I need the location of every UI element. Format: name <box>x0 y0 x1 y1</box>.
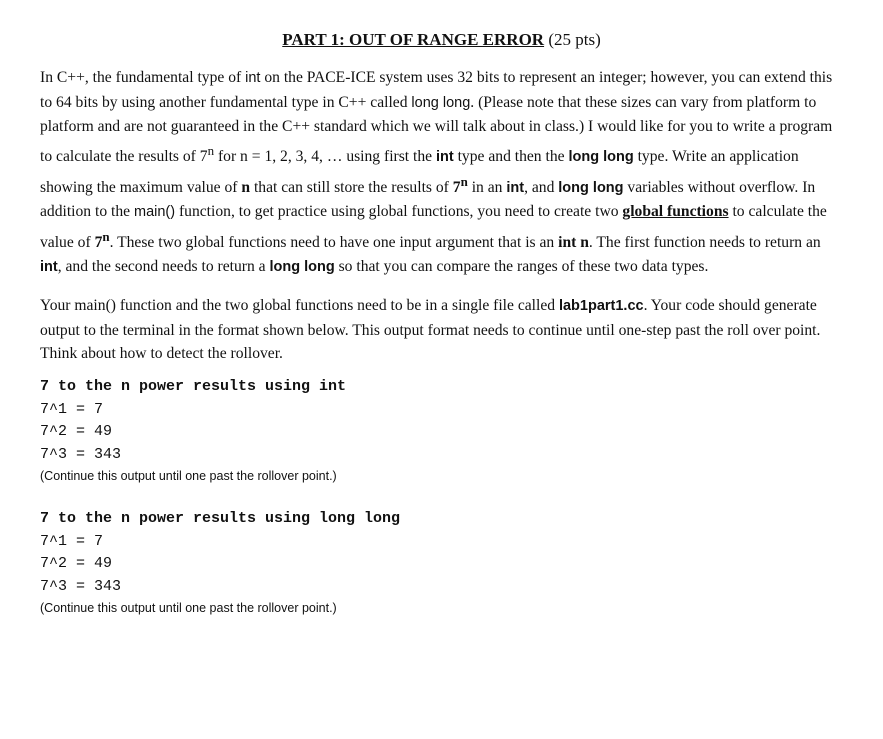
text-run: that can still store the results of <box>250 178 453 196</box>
text-run: to calculate the value of <box>40 203 827 252</box>
page-title <box>0 30 883 50</box>
code-term-int: int <box>245 70 261 86</box>
bold-term-seven: 7 <box>452 178 461 196</box>
text-run: Your main() function and the two global functions need to be in a single file called <box>40 297 559 314</box>
sample-output-int <box>40 376 346 486</box>
exponent-n: n <box>102 228 110 244</box>
bold-term-long-long: long long <box>269 258 335 275</box>
text-run: type. Write an application showing the maximum value of <box>40 147 799 196</box>
output-line: 7^3 = 343 <box>40 577 122 595</box>
output-line: 7^1 = 7 <box>40 400 104 418</box>
filename: lab1part1.cc <box>558 298 644 314</box>
text-run: . These two global functions need to have one input argument that is an <box>109 234 559 252</box>
bold-term-seven: 7 <box>94 234 103 252</box>
text-run: so that you can compare the ranges of these two data types. <box>334 257 709 275</box>
text-run: on the PACE-ICE system uses 32 bits to represent an integer; however, you can extend this to 64 bits by using another fundamental type in C++ called <box>40 69 833 111</box>
text-run: type and then the <box>453 147 569 165</box>
text-run: . Your code should generate output to the terminal in the format shown below. This output format needs to continue until one-step past the roll over point. Think about how to detect the rollover. <box>40 297 821 363</box>
output-header: 7 to the n power results using int <box>40 378 347 395</box>
bold-term-long-long: long long <box>568 148 634 165</box>
text-run: . The first function needs to return an <box>588 234 821 252</box>
text-run: In C++, the fundamental type of <box>40 69 246 86</box>
code-term-long-long: long long <box>411 94 471 111</box>
title-points: (25 pts) <box>548 30 601 49</box>
text-run: variables without overflow. In addition to the <box>40 178 816 221</box>
sample-output-long-long <box>40 508 400 618</box>
text-run: function, to get practice using global functions, you need to create two <box>175 203 623 221</box>
bold-term-n: n <box>241 178 251 196</box>
output-line: 7^1 = 7 <box>40 532 104 550</box>
bold-term-int: int <box>506 179 525 196</box>
file-requirements-paragraph <box>40 294 840 366</box>
exponent-n: n <box>207 142 215 158</box>
output-line: 7^3 = 343 <box>40 445 122 463</box>
output-line: 7^2 = 49 <box>40 555 113 573</box>
bold-term-int-n: int n <box>558 234 589 252</box>
output-note: (Continue this output until one past the rollover point.) <box>40 469 337 484</box>
bold-term-long-long: long long <box>558 179 624 196</box>
text-run: . (Please note that these sizes can vary from platform to platform and are not guaranteed in the C++ standard which we will talk about in class.) I would like for you to write a program to calculate the results of 7 <box>40 93 833 165</box>
bold-term-int: int <box>435 148 454 165</box>
code-term-main: main() <box>133 204 176 221</box>
output-line: 7^2 = 49 <box>40 423 113 441</box>
term-global-functions: global functions <box>622 203 729 221</box>
output-note: (Continue this output until one past the rollover point.) <box>40 601 337 616</box>
text-run: , and the second needs to return a <box>57 257 270 275</box>
exponent-n: n <box>460 173 468 189</box>
bold-term-int: int <box>40 258 58 275</box>
output-header: 7 to the n power results using long long <box>40 510 401 527</box>
title-main: PART 1: OUT OF RANGE ERROR <box>282 30 545 49</box>
text-run: in an <box>467 178 507 196</box>
text-run: , and <box>524 178 559 196</box>
instructions-paragraph <box>40 66 840 279</box>
text-run: for n = 1, 2, 3, 4, … using first the <box>214 147 436 165</box>
